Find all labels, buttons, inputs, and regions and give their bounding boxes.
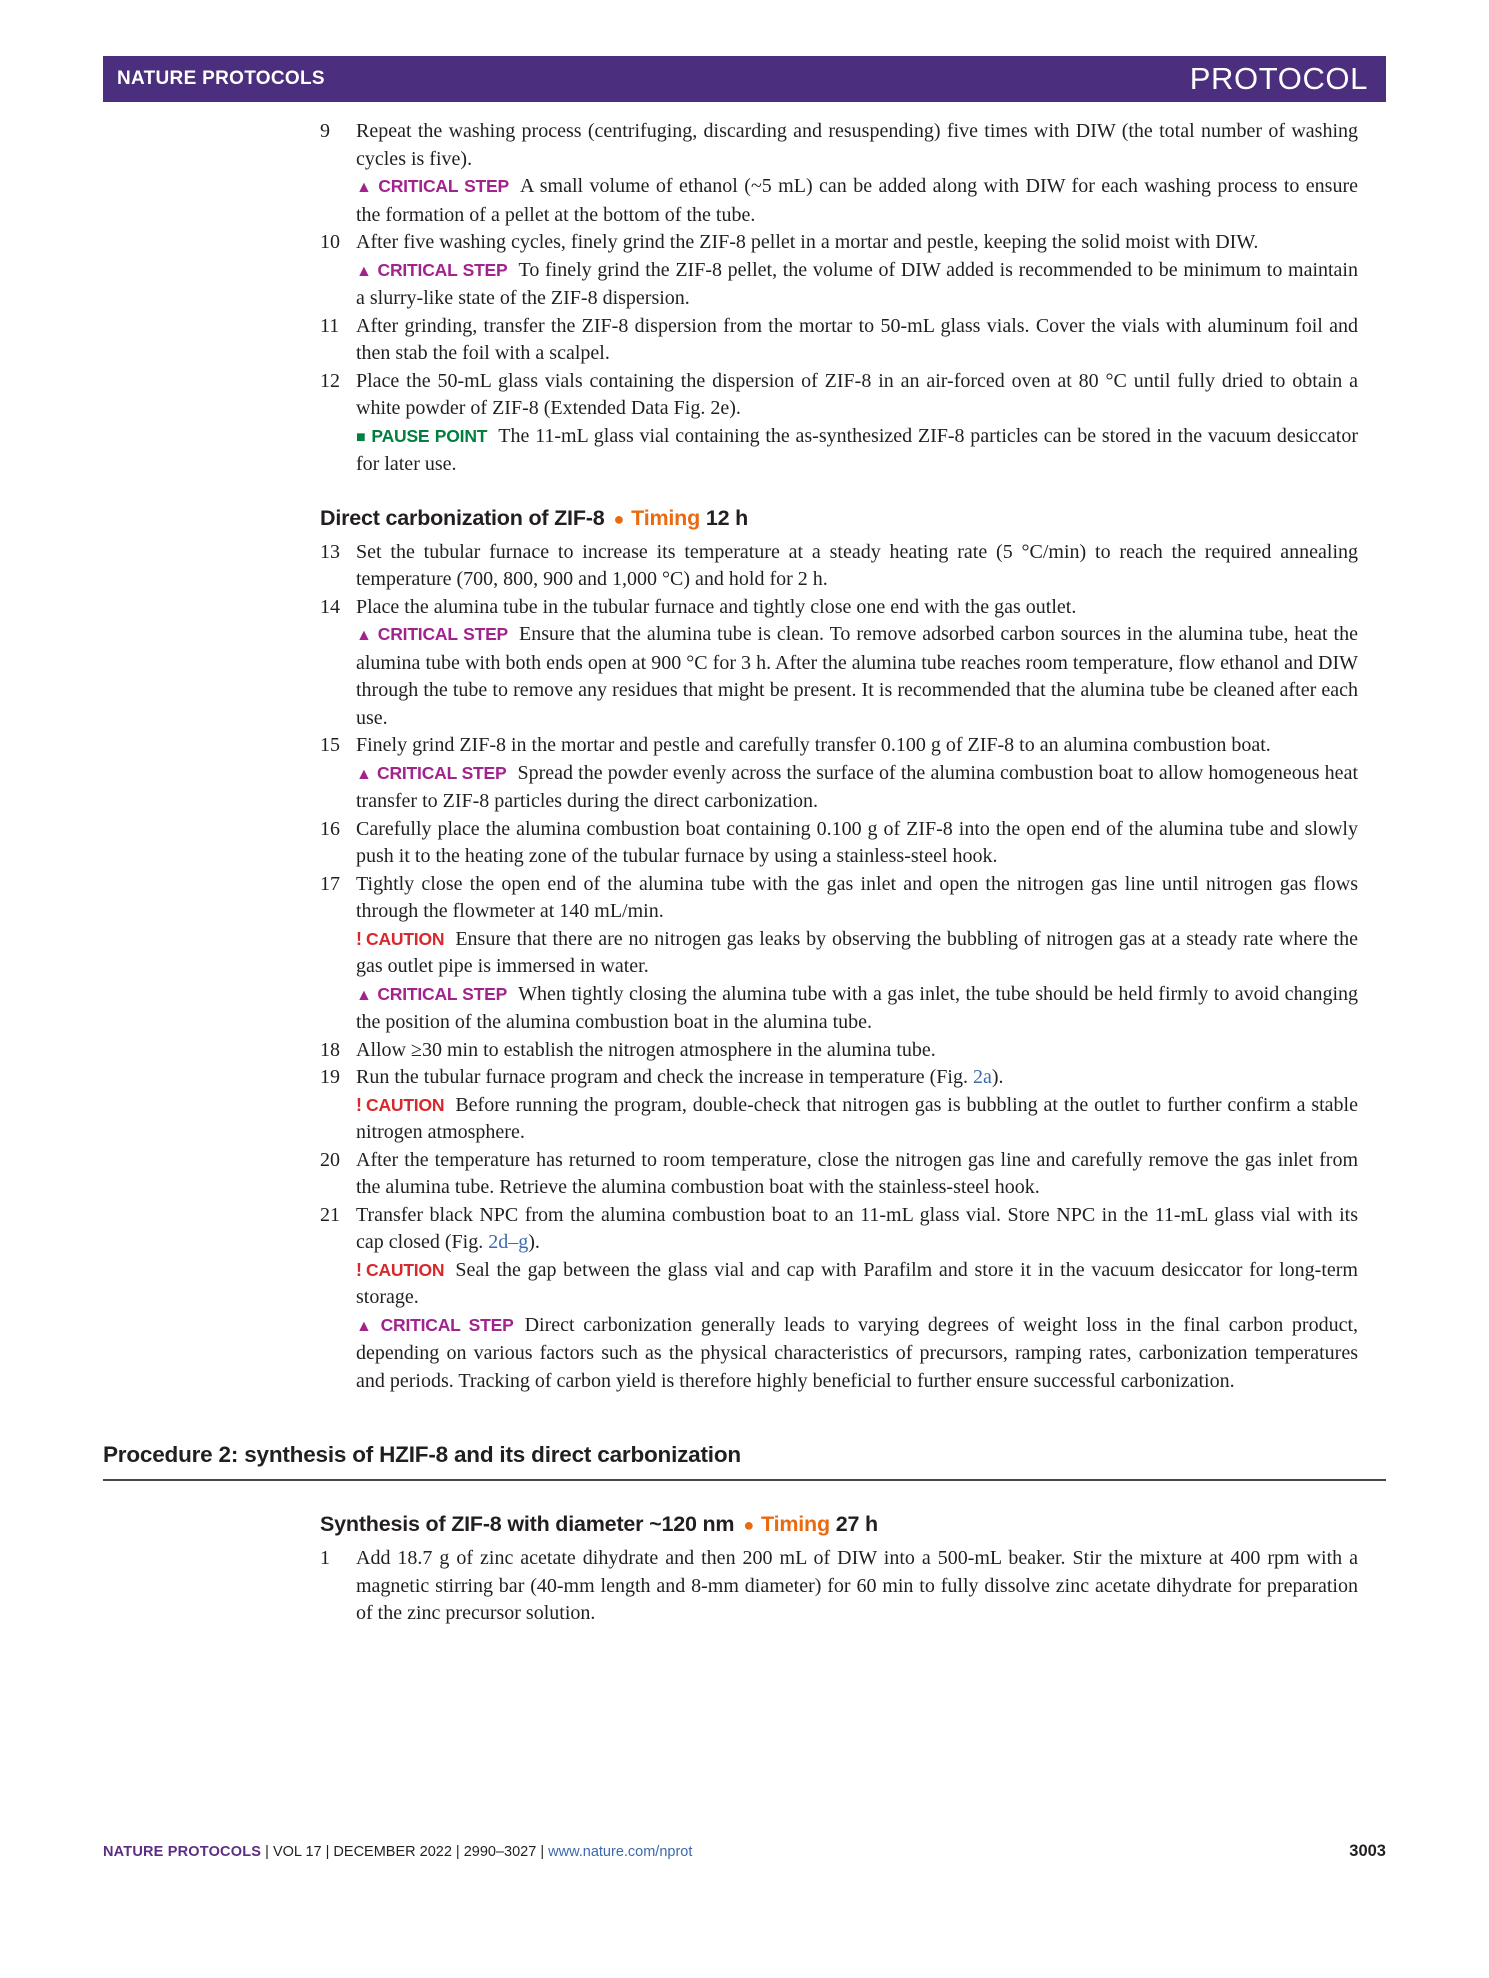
step-text-post: ). <box>991 1066 1004 1088</box>
step-text-post: ). <box>528 1231 540 1253</box>
section-title: Direct carbonization of ZIF-8 <box>320 505 605 530</box>
note-text: To finely grind the ZIF-8 pellet, the volume of DIW added is recommended to be minimum to maintain a slurry-like state of the ZIF-8 dispersion. <box>356 258 1358 309</box>
critical-triangle-icon: ▲ <box>356 179 374 196</box>
critical-triangle-icon: ▲ <box>356 262 373 280</box>
protocol-step-18 <box>320 1037 1358 1065</box>
protocol-step-20 <box>320 1147 1358 1202</box>
protocol-step-17 <box>320 871 1358 1037</box>
document-type-label: PROTOCOL <box>1189 61 1368 96</box>
step-text: Place the 50-mL glass vials containing the dispersion of ZIF-8 in an air-forced oven at 80 °C until fully dried to obtain a white powder of ZIF-8 (Extended Data Fig. 2e). <box>356 369 1358 419</box>
note-text: Ensure that the alumina tube is clean. To remove adsorbed carbon sources in the alumina tube, heat the alumina tube with both ends open at 900 °C for 3 h. After the alumina tube reaches room temperature, flow ethanol and DIW through the tube to remove any residues that might be present. It is recommended that the alumina tube be cleaned after each use. <box>356 623 1358 729</box>
timing-label: Timing <box>631 505 701 530</box>
step-text: After grinding, transfer the ZIF-8 dispersion from the mortar to 50-mL glass vials. Cover the vials with aluminum foil and then stab the foil with a scalpel. <box>356 314 1358 364</box>
critical-triangle-icon: ▲ <box>356 627 373 644</box>
step-number: 15 <box>320 734 340 756</box>
critical-triangle-icon: ▲ <box>356 986 373 1004</box>
protocol-step-1 <box>320 1545 1358 1628</box>
step-number: 21 <box>320 1203 340 1226</box>
caution-exclamation-icon: ! <box>356 1094 362 1115</box>
step-text: After five washing cycles, finely grind the ZIF-8 pellet in a mortar and pestle, keeping the solid moist with DIW. <box>356 231 1259 253</box>
note-text: When tightly closing the alumina tube with a gas inlet, the tube should be held firmly to avoid changing the position of the alumina combustion boat in the alumina tube. <box>356 982 1358 1033</box>
step-text: Place the alumina tube in the tubular furnace and tightly close one end with the gas outlet. <box>356 595 1077 618</box>
timing-value: 27 h <box>835 1512 878 1536</box>
step-text-pre: Run the tubular furnace program and check the increase in temperature (Fig. <box>356 1066 973 1088</box>
caution-label: CAUTION <box>366 1259 445 1280</box>
step-body <box>356 732 1358 816</box>
step-text <box>356 1064 1358 1092</box>
step-text: Finely grind ZIF-8 in the mortar and pestle and carefully transfer 0.100 g of ZIF-8 to an alumina combustion boat. <box>356 734 1271 756</box>
critical-step-note <box>356 621 1358 732</box>
critical-step-note <box>356 173 1358 229</box>
step-number: 12 <box>320 369 340 392</box>
section-heading-direct-carbonization <box>320 506 1358 531</box>
step-number: 13 <box>320 540 340 563</box>
note-text: Spread the powder evenly across the surface of the alumina combustion boat to allow homogeneous heat transfer to ZIF-8 particles during the direct carbonization. <box>356 761 1358 812</box>
nature-url-link[interactable]: www.nature.com/nprot <box>548 1844 693 1860</box>
caution-note <box>356 926 1358 981</box>
critical-step-label: CRITICAL STEP <box>377 259 508 280</box>
step-text: Set the tubular furnace to increase its temperature at a steady heating rate (5 °C/min) to reach the required annealing temperature (700, 800, 900 and 1,000 °C) and hold for 2 h. <box>356 540 1358 590</box>
step-body <box>356 1064 1358 1147</box>
step-body <box>356 871 1358 1037</box>
caution-exclamation-icon: ! <box>356 928 362 949</box>
critical-step-note <box>356 257 1358 313</box>
critical-step-note <box>356 760 1358 816</box>
protocol-step-13 <box>320 539 1358 594</box>
timing-value: 12 h <box>705 505 749 530</box>
step-body <box>356 1147 1358 1202</box>
pause-point-note <box>356 423 1358 479</box>
step-text: Carefully place the alumina combustion boat containing 0.100 g of ZIF-8 into the open end of the alumina tube and slowly push it to the heating zone of the tubular furnace by using a stainless-steel hook. <box>356 817 1358 867</box>
page-footer <box>103 1842 1386 1861</box>
step-body <box>356 539 1358 594</box>
note-text: Ensure that there are no nitrogen gas leaks by observing the bubbling of nitrogen gas at a steady rate where the gas outlet pipe is immersed in water. <box>356 927 1358 977</box>
header-bar <box>103 56 1386 102</box>
step-number: 16 <box>320 817 340 840</box>
protocol-step-21 <box>320 1202 1358 1396</box>
procedure-2-steps <box>320 1512 1358 1628</box>
timing-dot-icon: ● <box>613 508 625 529</box>
step-text <box>356 1202 1358 1257</box>
step-number: 18 <box>320 1038 340 1061</box>
protocol-step-19 <box>320 1064 1358 1147</box>
heading-rule <box>103 1479 1386 1481</box>
procedure-2-section <box>103 1442 1386 1481</box>
step-body <box>356 1202 1358 1396</box>
critical-triangle-icon: ▲ <box>356 1317 376 1335</box>
critical-step-note <box>356 1312 1358 1396</box>
footer-brand: NATURE PROTOCOLS <box>103 1844 262 1860</box>
caution-note <box>356 1092 1358 1147</box>
pause-point-label: PAUSE POINT <box>371 425 488 446</box>
step-text: Tightly close the open end of the alumina tube with the gas inlet and open the nitrogen gas line until nitrogen gas flows through the flowmeter at 140 mL/min. <box>356 872 1358 922</box>
fig-2a-link[interactable]: 2a <box>972 1066 992 1088</box>
page-content <box>103 118 1386 1628</box>
critical-step-label: CRITICAL STEP <box>377 624 509 644</box>
protocol-step-11 <box>320 313 1358 368</box>
section-title: Synthesis of ZIF-8 with diameter ~120 nm <box>320 1512 735 1536</box>
critical-step-label: CRITICAL STEP <box>377 983 508 1004</box>
critical-step-label: CRITICAL STEP <box>378 176 509 196</box>
section-heading-synthesis-zif8 <box>320 1512 1358 1537</box>
step-body <box>356 368 1358 479</box>
step-body <box>356 816 1358 871</box>
step-body <box>356 313 1358 368</box>
protocol-step-14 <box>320 594 1358 733</box>
step-text: Add 18.7 g of zinc acetate dihydrate and then 200 mL of DIW into a 500-mL beaker. Stir the mixture at 400 rpm with a magnetic stirring bar (40-mm length and 8-mm diameter) for 60 min to fully dissolve zinc acetate dihydrate for preparation of the zinc precursor solution. <box>356 1547 1358 1624</box>
timing-dot-icon: ● <box>743 1515 755 1535</box>
note-text: A small volume of ethanol (~5 mL) can be added along with DIW for each washing process to ensure the formation of a pellet at the bottom of the tube. <box>356 175 1358 226</box>
pause-square-icon: ■ <box>356 428 367 446</box>
journal-brand: NATURE PROTOCOLS <box>117 68 325 89</box>
step-number: 17 <box>320 872 340 895</box>
step-number: 1 <box>320 1547 330 1569</box>
step-body <box>356 1037 1358 1065</box>
step-number: 19 <box>320 1066 340 1088</box>
critical-triangle-icon: ▲ <box>356 765 372 783</box>
protocol-step-15 <box>320 732 1358 816</box>
fig-2d-g-link[interactable]: 2d–g <box>488 1231 529 1253</box>
step-number: 20 <box>320 1148 340 1171</box>
step-body <box>356 1545 1358 1628</box>
caution-label: CAUTION <box>366 928 445 949</box>
note-text: Before running the program, double-check that nitrogen gas is bubbling at the outlet to further confirm a stable nitrogen atmosphere. <box>356 1093 1358 1143</box>
critical-step-label: CRITICAL STEP <box>377 762 507 783</box>
caution-note <box>356 1257 1358 1312</box>
step-body <box>356 229 1358 313</box>
footer-left <box>103 1844 692 1860</box>
protocol-step-10 <box>320 229 1358 313</box>
protocol-step-9 <box>320 118 1358 229</box>
caution-exclamation-icon: ! <box>356 1259 362 1280</box>
step-body <box>356 594 1358 733</box>
procedure-1-steps <box>320 118 1358 1395</box>
procedure-2-heading: Procedure 2: synthesis of HZIF-8 and its direct carbonization <box>103 1442 741 1467</box>
critical-step-note <box>356 981 1358 1037</box>
step-number: 11 <box>320 314 340 337</box>
footer-meta: | VOL 17 | DECEMBER 2022 | 2990–3027 | <box>261 1844 549 1860</box>
note-text: Direct carbonization generally leads to varying degrees of weight loss in the final carbon product, depending on various factors such as the physical characteristics of precursors, ramping rates, carbonization temperatures and periods. Tracking of carbon yield is therefore highly beneficial to further ensure successful carbonization. <box>356 1313 1358 1392</box>
step-text-pre: Transfer black NPC from the alumina combustion boat to an 11-mL glass vial. Store NPC in the 11-mL glass vial with its cap closed (Fig. <box>356 1203 1358 1253</box>
critical-step-label: CRITICAL STEP <box>380 1314 514 1335</box>
step-body <box>356 118 1358 229</box>
protocol-step-12 <box>320 368 1358 479</box>
timing-label: Timing <box>761 1512 830 1536</box>
step-text: Repeat the washing process (centrifuging, discarding and resuspending) five times with DIW (the total number of washing cycles is five). <box>356 120 1358 170</box>
step-text: After the temperature has returned to room temperature, close the nitrogen gas line and carefully remove the gas inlet from the alumina tube. Retrieve the alumina combustion boat with the stainless-steel hook. <box>356 1148 1358 1198</box>
note-text: Seal the gap between the glass vial and cap with Parafilm and store it in the vacuum desiccator for long-term storage. <box>356 1258 1358 1308</box>
caution-label: CAUTION <box>366 1094 445 1115</box>
page-number: 3003 <box>1349 1842 1386 1860</box>
step-number: 14 <box>320 595 340 618</box>
step-text: Allow ≥30 min to establish the nitrogen atmosphere in the alumina tube. <box>356 1038 936 1061</box>
step-number: 9 <box>320 120 330 142</box>
step-number: 10 <box>320 231 340 253</box>
note-text: The 11-mL glass vial containing the as-synthesized ZIF-8 particles can be stored in the vacuum desiccator for later use. <box>356 424 1358 475</box>
protocol-step-16 <box>320 816 1358 871</box>
